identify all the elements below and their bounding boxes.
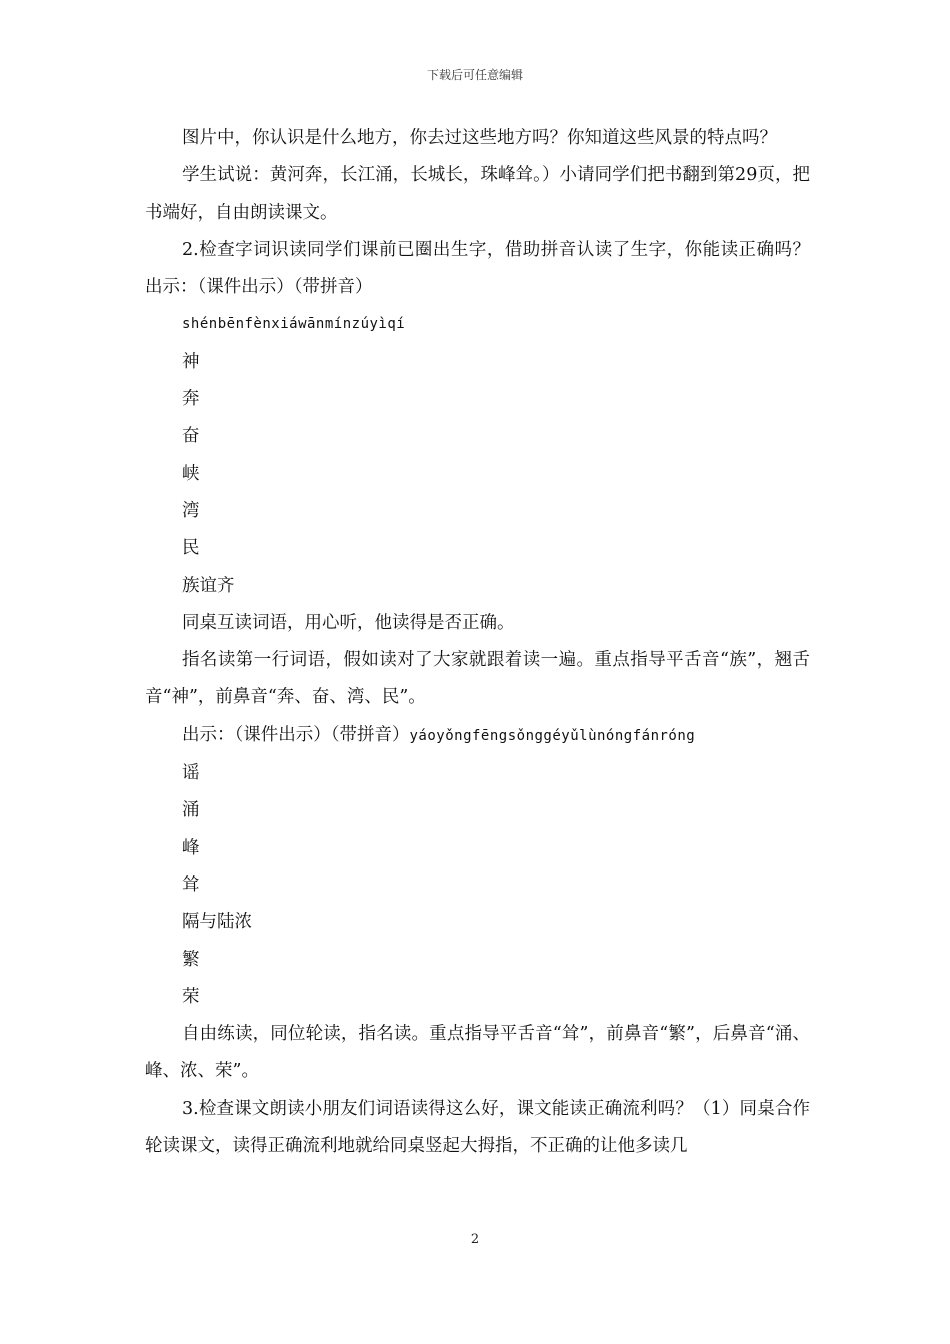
- paragraph-intro-question: 图片中，你认识是什么地方，你去过这些地方吗？你知道这些风景的特点吗？: [182, 128, 777, 148]
- char-line: 谣: [182, 763, 200, 784]
- char-line: 民: [182, 538, 200, 559]
- paragraph-check-text: 3.检查课文朗读小朋友们词语读得这么好，课文能读正确流利吗？（1）同桌合作轮读课文，读得正确流利地就给同桌竖起大拇指，不正确的让他多读几: [145, 1098, 810, 1157]
- paragraph-peer-reading: 同桌互读词语，用心听，他读得是否正确。: [182, 612, 515, 633]
- char-line: 峡: [182, 463, 200, 484]
- document-body: [145, 120, 810, 1165]
- paragraph-free-practice: 自由练读，同位轮读，指名读。重点指导平舌音“耸”，前鼻音“繁”，后鼻音“涌、峰、浓、荣”。: [145, 1024, 810, 1082]
- display-prefix: 出示：（课件出示）（带拼音）: [182, 724, 410, 745]
- char-line: 峰: [182, 837, 200, 858]
- paragraph-guided-reading: 指名读第一行词语，假如读对了大家就跟着读一遍。重点指导平舌音“族”，翘舌音“神”，前鼻音“奔、奋、湾、民”。: [145, 650, 810, 708]
- char-line: 荣: [182, 986, 200, 1007]
- paragraph-check-words: 2.检查字词识读同学们课前已圈出生字，借助拼音认读了生字，你能读正确吗？出示：（课件出示）（带拼音）: [145, 239, 810, 298]
- char-line: 隔与陆浓: [182, 912, 252, 933]
- char-line: 耸: [182, 874, 200, 895]
- pinyin-line-2: [145, 717, 810, 755]
- char-line: 湾: [182, 500, 200, 521]
- page-header: 下载后可任意编辑: [426, 68, 523, 82]
- page-number: 2: [470, 1232, 480, 1247]
- char-line: 繁: [182, 949, 200, 970]
- char-line: 奋: [182, 426, 200, 447]
- char-line: 族谊齐: [182, 575, 235, 596]
- pinyin-line-1: shénbēnfènxiáwānmínzúyìqí: [182, 316, 406, 333]
- paragraph-student-answer: 学生试说：黄河奔，长江涌，长城长，珠峰耸。）小请同学们把书翻到第29页，把书端好，自由朗读课文。: [145, 165, 810, 223]
- pinyin-text-2: yáoyǒngfēngsǒnggéyǔlùnóngfánróng: [409, 727, 696, 744]
- char-line: 涌: [182, 800, 200, 821]
- char-line: 奔: [182, 389, 200, 410]
- char-line: 神: [182, 351, 200, 372]
